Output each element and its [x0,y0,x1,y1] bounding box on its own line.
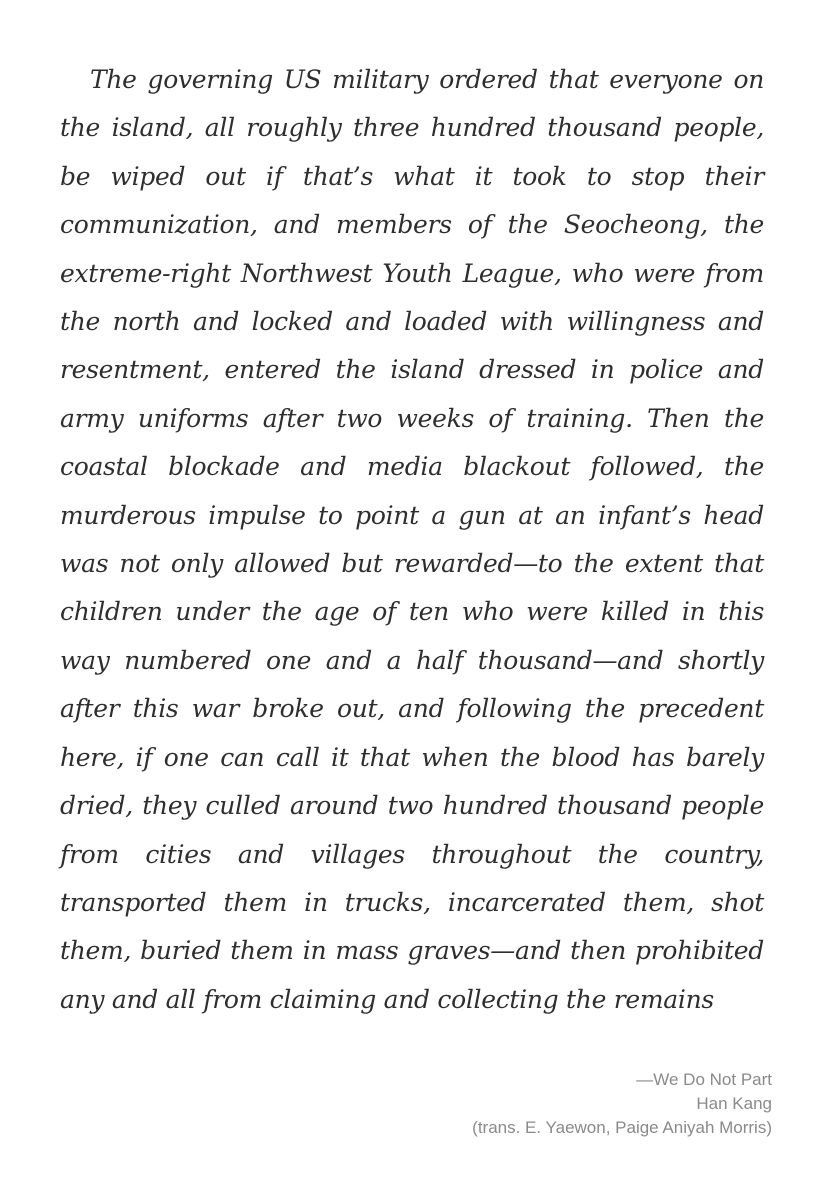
attribution-author: Han Kang [696,1094,772,1113]
attribution-work-title: —We Do Not Part [636,1070,772,1089]
quote-paragraph: The governing US military ordered that everyone on the island, all roughly three hundred thousand people, be wiped out if that’s what it took to stop their communization, and members of the Seocheong, the extreme-right Northwest Youth League, who were from the north and locked and loaded with willingness and resentment, entered the island dressed in police and army uniforms after two weeks of training. Then the coastal blockade and media blackout followed, the murderous impulse to point a gun at an infant’s head was not only allowed but rewarded—to the extent that children under the age of ten who were killed in this way numbered one and a half thousand—and shortly after this war broke out, and following the precedent here, if one can call it that when the blood has barely dried, they culled around two hundred thousand people from cities and villages throughout the country, transported them in trucks, incarcerated them, shot them, buried them in mass graves—and then prohibited any and all from claiming and collecting the remains [60,65,764,1014]
attribution-translators: (trans. E. Yaewon, Paige Aniyah Morris) [472,1118,772,1137]
attribution-block [272,1068,772,1140]
